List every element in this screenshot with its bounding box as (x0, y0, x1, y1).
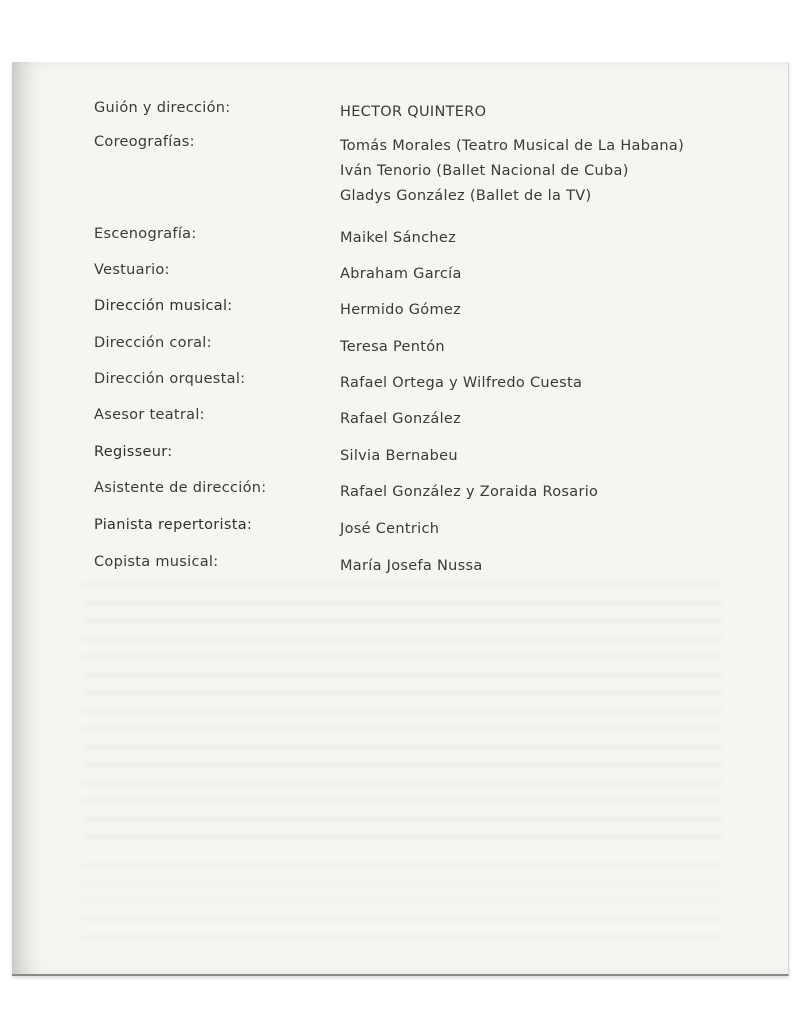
credit-names (340, 335, 445, 360)
credit-names (340, 517, 439, 542)
credit-name: Iván Tenorio (Ballet Nacional de Cuba) (340, 163, 629, 179)
credit-role: Dirección orquestal: (94, 371, 246, 387)
program-page (12, 62, 789, 976)
credit-names (340, 407, 461, 432)
credit-names (340, 371, 582, 396)
credit-names (340, 262, 462, 287)
credit-name: Rafael Ortega y Wilfredo Cuesta (340, 375, 583, 391)
credit-role: Asistente de dirección: (94, 480, 267, 496)
credit-name: Abraham García (340, 266, 462, 282)
credit-role: Guión y dirección: (94, 100, 231, 116)
credit-name: Rafael González (340, 411, 462, 427)
credit-name: Maikel Sánchez (340, 230, 457, 246)
credit-name: HECTOR QUINTERO (340, 104, 487, 120)
credit-names (340, 554, 483, 579)
credit-name: María Josefa Nussa (340, 558, 483, 574)
credits-list (12, 62, 788, 974)
credit-role: Copista musical: (94, 554, 219, 570)
credit-names (340, 480, 598, 505)
credit-name: Rafael González y Zoraida Rosario (340, 484, 599, 500)
credit-name: Hermido Gómez (340, 302, 462, 318)
credit-name: José Centrich (340, 521, 440, 537)
credit-role: Asesor teatral: (94, 407, 205, 423)
credit-role: Coreografías: (94, 134, 195, 150)
credit-names (340, 444, 458, 469)
credit-name: Teresa Pentón (340, 339, 445, 355)
credit-names (340, 226, 456, 251)
credit-role: Vestuario: (94, 262, 170, 278)
credit-role: Dirección musical: (94, 298, 233, 314)
credit-name: Tomás Morales (Teatro Musical de La Habana) (340, 138, 685, 154)
credit-role: Escenografía: (94, 226, 197, 242)
credit-name: Silvia Bernabeu (340, 448, 458, 464)
credit-name: Gladys González (Ballet de la TV) (340, 188, 592, 204)
credit-role: Pianista repertorista: (94, 517, 253, 533)
credit-names (340, 134, 684, 209)
credit-names (340, 298, 461, 323)
credit-role: Dirección coral: (94, 335, 212, 351)
credit-names (340, 100, 486, 125)
credit-role: Regisseur: (94, 444, 173, 460)
